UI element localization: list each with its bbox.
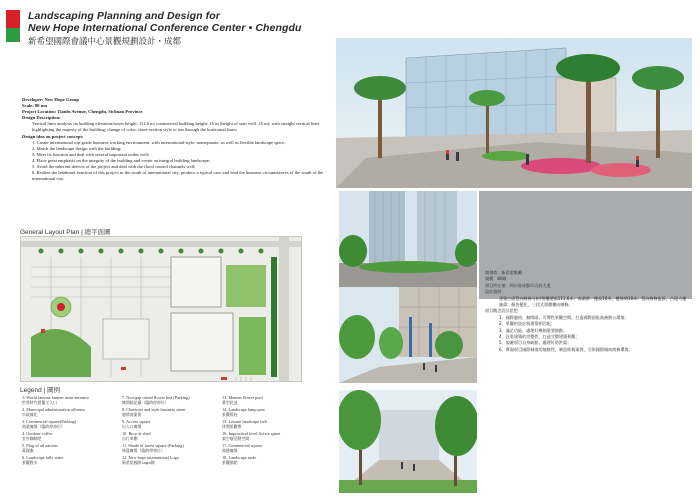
idea-item: 2. Match the landscape design with the building; xyxy=(32,145,122,151)
tower-street-rendering xyxy=(339,191,477,287)
design-heading: Design Description: xyxy=(22,115,61,121)
legend-item-cn: 自行車棚 xyxy=(122,436,138,442)
scale-cn: 規模：80畝 xyxy=(485,276,507,282)
legend-item xyxy=(222,395,322,405)
legend-item-en: 6. Landscape falls water xyxy=(22,455,64,460)
legend-item-cn: 市政綠化 xyxy=(22,412,38,418)
legend-item-cn: 商務廣場 xyxy=(222,448,238,454)
legend-item xyxy=(22,407,122,417)
legend-item-cn: 商業廣場（臨時停車位） xyxy=(22,424,65,430)
legend-item xyxy=(22,455,122,465)
site-plan-drawing xyxy=(20,236,302,382)
stripe-green xyxy=(6,28,20,42)
legend-item-en: 12. New hope international Logo xyxy=(122,455,179,460)
plaza-perspective-svg xyxy=(336,38,692,188)
legend-item-en: 9. Access square xyxy=(122,419,151,424)
legend-item-en: 2. Municipal administration affoestn xyxy=(22,407,85,412)
idea-heading: Design idea on project concept: xyxy=(22,133,84,139)
legend-item-en: 4. Outdoor coffee xyxy=(22,431,53,436)
idea-item-cn: 2、景觀的設計與建築相匹配； xyxy=(499,321,555,327)
legend-item xyxy=(222,431,322,441)
legend-item-en: 15. Leisure landscape belt xyxy=(222,419,267,424)
location-cn: 項目所在地：四川省成都市天府大道 xyxy=(485,282,551,288)
tree-lined-path-svg xyxy=(339,390,477,493)
site-plan-svg xyxy=(21,237,302,382)
legend-item-en: 13. Manner flower pool xyxy=(222,395,263,400)
legend-item xyxy=(122,443,222,453)
legend-item-cn: 室外咖啡吧 xyxy=(22,436,42,442)
legend-item xyxy=(122,431,222,441)
legend-item-en: 14. Landscape lamp post xyxy=(222,407,265,412)
idea-item-cn: 3、滿足功能，處理好幾個重要節點； xyxy=(499,327,568,333)
legend-item xyxy=(222,419,322,429)
legend-item xyxy=(222,443,322,453)
brand-color-stripe xyxy=(6,10,20,42)
legend-item-cn: 新希望國際Logo牌 xyxy=(122,460,155,466)
plaza-perspective-rendering xyxy=(336,38,692,188)
legend-item-en: 1. World famous lantern main entrance xyxy=(22,395,89,400)
legend-item xyxy=(122,407,222,417)
design-text-cn: 建築立面豎向線條分析/塔樓總高111.6米；商業群：樓高16米，樓梯間18米；豎向線條挺拔，凸現大樓雄偉；顏色變化，三段式貫徹橫向線條。 xyxy=(499,295,687,308)
idea-item-cn: 5、規避項目自身缺點，處理好防洪渠； xyxy=(499,340,572,346)
legend-item xyxy=(22,419,122,429)
title-line-2: New Hope International Conference Center • Chengdu xyxy=(28,22,302,34)
legend-item xyxy=(122,395,222,405)
idea-item: 4. Place great emphasis on the integrity of the building and create an integral building landscape; xyxy=(32,157,211,163)
legend-item-cn: 景觀跌水 xyxy=(22,460,38,466)
developer: Developer: New Hope Group xyxy=(22,97,79,102)
legend-column-2 xyxy=(122,395,222,467)
legend-item-en: 3. Commercial square(Parking) xyxy=(22,419,77,424)
legend-item-en: 17. Commercial square xyxy=(222,443,262,448)
legend-item xyxy=(222,455,322,465)
legend-item-cn: 休閒景觀帶 xyxy=(222,424,242,430)
scale: Scale: 80 mu xyxy=(22,103,48,109)
legend-column-3 xyxy=(222,395,322,467)
legend-title: Legend | 圖例 xyxy=(20,387,60,394)
legend-item-cn: 架空層活動空間 xyxy=(222,436,250,442)
legend-item xyxy=(222,407,322,417)
legend-item-cn: 萬國旗 xyxy=(22,448,34,454)
stripe-red xyxy=(6,10,20,28)
legend-item-cn: 風情商業街 xyxy=(122,412,142,418)
commercial-walkway-svg xyxy=(339,287,477,383)
commercial-walkway-rendering xyxy=(339,287,477,383)
legend-item-cn: 林蔭廣場（臨時停車位） xyxy=(122,448,165,454)
idea-item-cn: 6、實現項目國際城南的地標性，制造經典案例，引領國際城南商務環境。 xyxy=(499,346,633,352)
legend-item-cn: 景觀燈柱 xyxy=(222,412,238,418)
layout-plan-title: General Layout Plan | 總平面圖 xyxy=(20,229,111,236)
legend-item-cn: 番型花池 xyxy=(222,400,238,406)
legend-item-cn: 無間隔花臺（臨時停車位） xyxy=(122,400,169,406)
legend-column-1 xyxy=(22,395,122,467)
project-location: Project Location: Tianfu Avenue, Chengdu, Sichuan Province xyxy=(22,109,143,115)
legend xyxy=(22,395,322,495)
idea-item: 5. Avoid the inherent defects of the project and deal with the flood control channels well; xyxy=(32,164,196,170)
project-info-chinese xyxy=(485,270,690,353)
legend-item-cn: 出入口廣場 xyxy=(122,424,142,430)
title-line-1: Landscaping Planning and Design for xyxy=(28,10,220,22)
legend-item-en: 10. Bicycle shed xyxy=(122,431,151,436)
legend-item-en: 16. Impractical level Active space xyxy=(222,431,281,436)
idea-heading-cn: 項目概念設計思想： xyxy=(485,308,522,314)
design-heading-cn: 設計說明： xyxy=(485,289,506,295)
legend-item xyxy=(22,431,122,441)
title-chinese: 新希望國際會議中心景觀規劃設計・成都 xyxy=(28,37,182,47)
legend-item-en: 8. Character and style business street xyxy=(122,407,186,412)
legend-item xyxy=(122,455,222,465)
legend-item-cn: 景觀節點 xyxy=(222,460,238,466)
legend-item-en: 5. Plug of all nations xyxy=(22,443,58,448)
legend-item-en: 11. Shade of forest square (Parking) xyxy=(122,443,184,448)
legend-item xyxy=(22,395,122,405)
project-description xyxy=(22,97,330,182)
developer-cn: 開發商：新希望集團 xyxy=(485,270,522,275)
legend-item-en: 18. Landscape node xyxy=(222,455,257,460)
design-text: Vertical lines analysis on building elevation/tower height: 111.6 m; commercial building height: 16 m (height of stair well: 18 m); with straight vertical lines highlighting the majesty of the building; change of color: three-section style to run through the horizontal lines; xyxy=(32,121,320,133)
legend-item-cn: 世界時代燈籠主入口 xyxy=(22,400,58,406)
tree-lined-path-rendering xyxy=(339,390,477,493)
legend-item xyxy=(22,443,122,453)
legend-item-en: 7. Non-gap raised flower bed (Parking) xyxy=(122,395,190,400)
tower-street-svg xyxy=(339,191,477,287)
legend-item xyxy=(122,419,222,429)
idea-item-cn: 4、注重建築的完整性，打造完整建築景觀； xyxy=(499,334,580,340)
idea-item: 6. Realize the landmark function of this project in the south of international city, produce a typical case and lead the business circumstances of the south of the international city. xyxy=(32,170,324,182)
idea-item: 3. Meet its function and deal with several important nodes well; xyxy=(32,151,150,157)
title-block xyxy=(28,10,328,47)
idea-item: 1. Create international top-grade business working environment, with international-style, nonseparate, as well as flexible landscape space; xyxy=(32,139,286,145)
idea-item-cn: 1、國際風格、無間隔、可彈性景觀空間，打造國際頂級商務辦公環境； xyxy=(499,314,629,320)
